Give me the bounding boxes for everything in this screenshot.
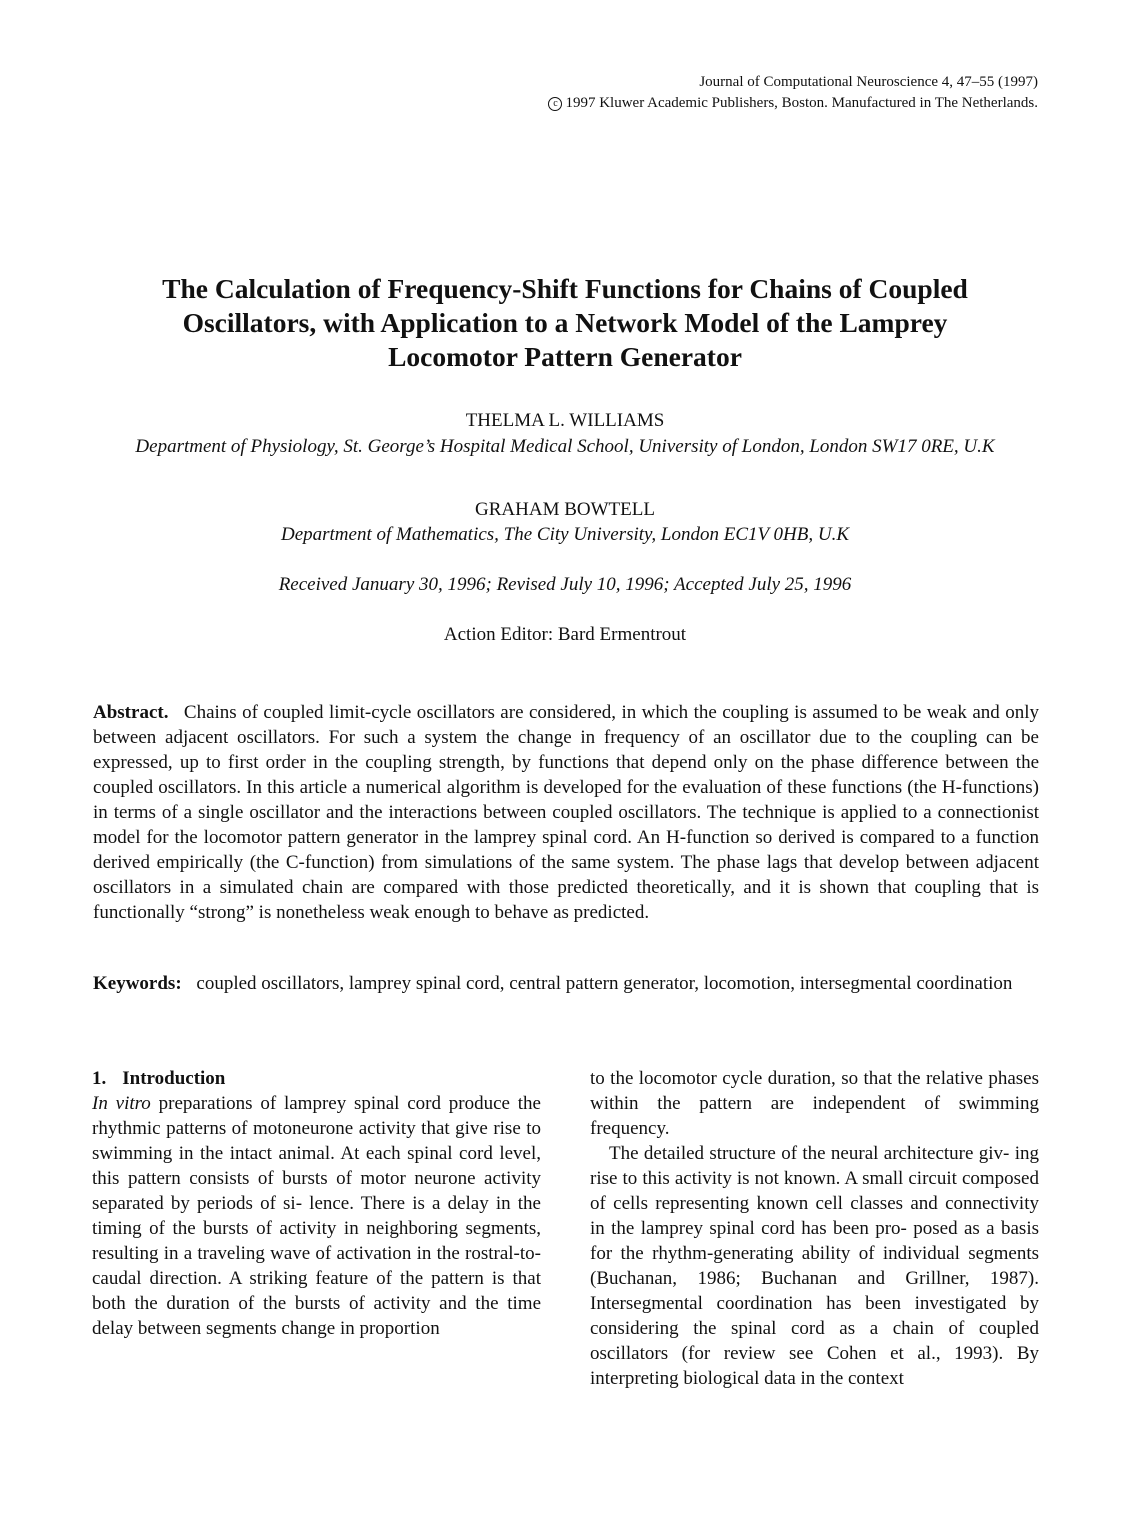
author-affiliation-1: Department of Physiology, St. George’s Hospital Medical School, University of London, London SW17 0RE, U.K bbox=[135, 436, 995, 457]
submission-dates: Received January 30, 1996; Revised July 10, 1996; Accepted July 25, 1996 bbox=[278, 574, 852, 595]
right-paragraph-1: to the locomotor cycle duration, so that the relative phases within the pattern are independent of swimming frequency. bbox=[590, 1068, 1039, 1139]
action-editor: Action Editor: Bard Ermentrout bbox=[443, 624, 687, 645]
running-head bbox=[548, 72, 1038, 114]
intro-paragraph-text: preparations of lamprey spinal cord produce the rhythmic patterns of motoneurone activity that give rise to swimming in the intact animal. At each spinal cord level, this pattern consists of bursts of motor neurone activity separated by periods of si- lence. There is a delay in the timing of the bursts of activity in neighboring segments, resulting in a traveling wave of activation in the rostral-to-caudal direction. A striking feature of the pattern is that both the duration of the bursts of activity and the time delay between segments change in proportion bbox=[92, 1093, 541, 1339]
author-name-1: THELMA L. WILLIAMS bbox=[465, 410, 665, 431]
section-number: 1. bbox=[92, 1068, 107, 1089]
intro-lead-italic: In vitro bbox=[92, 1093, 151, 1114]
copyright-line bbox=[548, 93, 1038, 114]
keywords-text: coupled oscillators, lamprey spinal cord, central pattern generator, locomotion, intersegmental coordination bbox=[196, 973, 1013, 994]
copyright-text: 1997 Kluwer Academic Publishers, Boston. Manufactured in The Netherlands. bbox=[565, 95, 1038, 111]
title-line: Oscillators, with Application to a Network Model of the Lamprey bbox=[182, 307, 948, 338]
abstract-text: Chains of coupled limit-cycle oscillators are considered, in which the coupling is assumed to be weak and only between adjacent oscillators. For such a system the change in frequency of an oscillator due to the coupling can be expressed, up to first order in the coupling strength, by functions that depend only on the phase difference between the coupled oscillators. In this article a numerical algorithm is developed for the evaluation of these functions (the H-functions) in terms of a single oscillator and the interactions between coupled oscillators. The technique is applied to a connectionist model for the locomotor pattern generator in the lamprey spinal cord. An H-function so derived is compared to a function derived empirically (the C-function) from simulations of the same system. The phase lags that develop between adjacent oscillators in a simulated chain are compared with those predicted theoretically, and it is shown that coupling that is functionally “strong” is nonetheless weak enough to behave as predicted. bbox=[93, 702, 1040, 923]
keywords bbox=[93, 971, 1039, 996]
right-paragraph-2: The detailed structure of the neural architecture giv- ing rise to this activity is not known. A small circuit composed of cells representing known cell classes and connectivity in the lamprey spinal cord has been pro- posed as a basis for the rhythm-generating ability of individual segments (Buchanan, 1986; Buchanan and Grillner, 1987). Intersegmental coordination has been investigated by considering the spinal cord as a chain of coupled oscillators (for review see Cohen et al., 1993). By interpreting biological data in the context bbox=[590, 1143, 1039, 1389]
right-column bbox=[590, 1066, 1039, 1391]
abstract-label: Abstract. bbox=[93, 702, 169, 723]
title-line: The Calculation of Frequency-Shift Functions for Chains of Coupled bbox=[162, 273, 968, 304]
author-affiliation-2: Department of Mathematics, The City University, London EC1V 0HB, U.K bbox=[280, 524, 850, 545]
intro-paragraph bbox=[92, 1091, 541, 1341]
section-heading bbox=[92, 1066, 541, 1091]
paper-title bbox=[110, 272, 1020, 374]
journal-citation: Journal of Computational Neuroscience 4, 47–55 (1997) bbox=[699, 74, 1038, 90]
section-title: Introduction bbox=[122, 1068, 226, 1089]
abstract bbox=[93, 700, 1039, 925]
author-name-2: GRAHAM BOWTELL bbox=[475, 499, 655, 520]
copyright-icon: c bbox=[548, 97, 562, 111]
left-column bbox=[92, 1066, 541, 1341]
title-line: Locomotor Pattern Generator bbox=[388, 341, 742, 372]
keywords-label: Keywords: bbox=[93, 973, 182, 994]
